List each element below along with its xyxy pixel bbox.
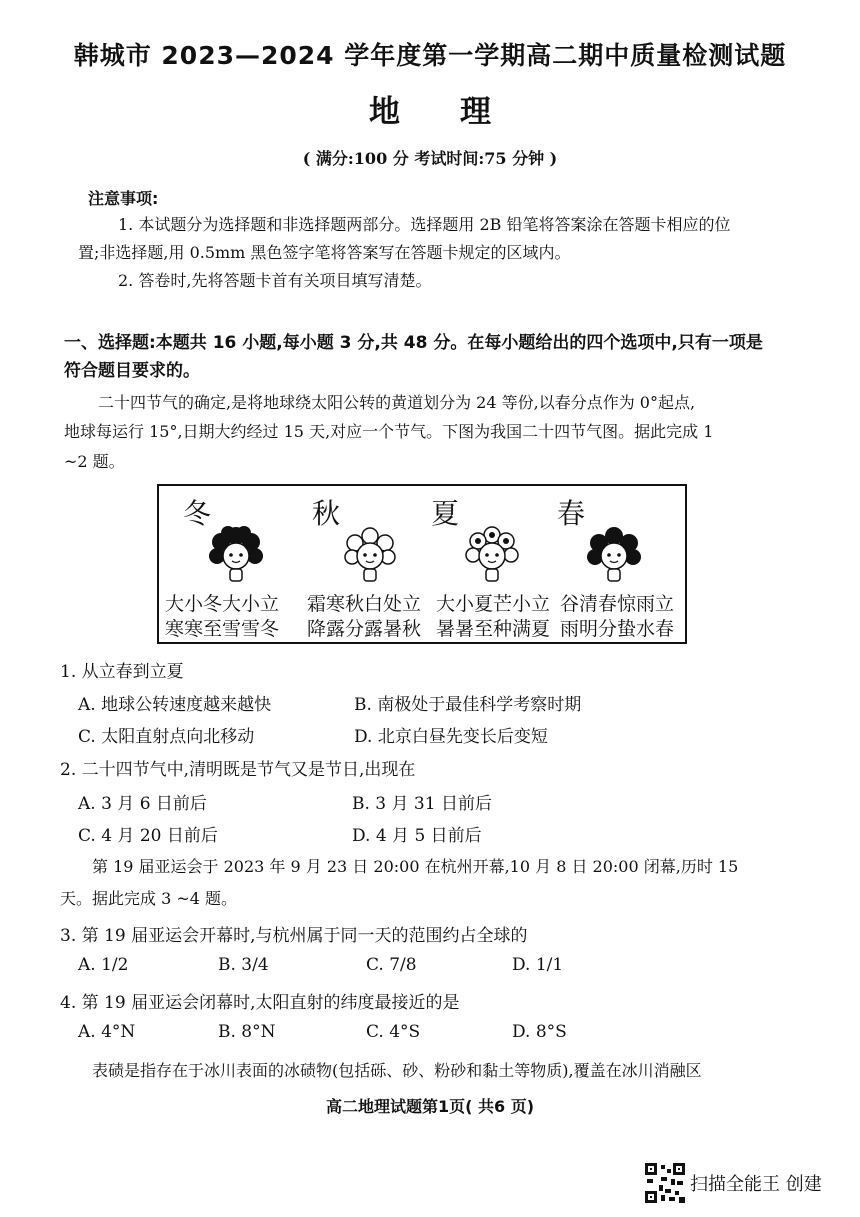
section-1-line-2: 符合题目要求的。	[64, 361, 200, 381]
question-1-option-b: B. 南极处于最佳科学考察时期	[354, 695, 582, 715]
qr-code-icon	[645, 1163, 685, 1203]
question-3-option-a: A. 1/2	[78, 955, 129, 975]
spring-terms-line-1: 谷清春惊雨立	[560, 593, 675, 615]
subject-title: 地理	[369, 94, 551, 130]
spring-terms	[560, 592, 674, 642]
scanner-watermark: 扫描全能王 创建	[690, 1174, 822, 1195]
passage-2-line-2: 天。据此完成 3 ~4 题。	[60, 889, 238, 908]
exam-meta: ( 满分:100 分 考试时间:75 分钟 )	[302, 149, 558, 168]
question-3-option-b: B. 3/4	[218, 955, 269, 975]
season-summer: 夏	[431, 497, 460, 530]
autumn-terms	[307, 592, 421, 642]
spring-terms-line-2: 雨明分蛰水春	[560, 618, 675, 640]
question-1-option-d: D. 北京白昼先变长后变短	[354, 727, 548, 747]
autumn-terms-line-1: 霜寒秋白处立	[307, 593, 422, 615]
season-autumn: 秋	[312, 497, 341, 530]
question-4-option-d: D. 8°S	[512, 1022, 567, 1042]
passage-1-line-3: ~2 题。	[64, 452, 125, 471]
notice-item-1-line-1: 1. 本试题分为选择题和非选择题两部分。选择题用 2B 铅笔将答案涂在答题卡相应的位	[118, 215, 731, 234]
passage-2-line-1: 第 19 届亚运会于 2023 年 9 月 23 日 20:00 在杭州开幕,10 月 8 日 20:00 闭幕,历时 15	[92, 857, 739, 876]
exam-title: 韩城市 2023—2024 学年度第一学期高二期中质量检测试题	[73, 41, 787, 70]
question-2-option-d: D. 4 月 5 日前后	[352, 826, 482, 846]
summer-terms-line-2: 暑暑至种满夏	[436, 618, 551, 640]
flower-mascot-icon	[461, 524, 523, 586]
question-1-option-c: C. 太阳直射点向北移动	[78, 727, 255, 747]
winter-terms-line-2: 寒寒至雪雪冬	[165, 618, 280, 640]
question-4-stem: 4. 第 19 届亚运会闭幕时,太阳直射的纬度最接近的是	[60, 993, 460, 1013]
question-1-stem: 1. 从立春到立夏	[60, 662, 184, 682]
summer-terms-line-1: 大小夏芒小立	[436, 593, 551, 615]
season-spring: 春	[557, 497, 586, 530]
question-2-option-a: A. 3 月 6 日前后	[78, 794, 207, 814]
question-4-option-a: A. 4°N	[78, 1022, 136, 1042]
question-4-option-c: C. 4°S	[366, 1022, 421, 1042]
flower-mascot-icon	[339, 524, 401, 586]
winter-terms-line-1: 大小冬大小立	[165, 593, 280, 615]
question-3-stem: 3. 第 19 届亚运会开幕时,与杭州属于同一天的范围约占全球的	[60, 926, 528, 946]
passage-3-line-1: 表碛是指存在于冰川表面的冰碛物(包括砾、砂、粉砂和黏土等物质),覆盖在冰川消融区	[92, 1061, 702, 1080]
summer-terms	[436, 592, 550, 642]
passage-1-line-2: 地球每运行 15°,日期大约经过 15 天,对应一个节气。下图为我国二十四节气图。据此完成 1	[64, 422, 714, 441]
passage-1-line-1: 二十四节气的确定,是将地球绕太阳公转的黄道划分为 24 等份,以春分点作为 0°起点,	[98, 393, 696, 412]
flower-mascot-icon	[205, 524, 267, 586]
question-2-option-c: C. 4 月 20 日前后	[78, 826, 218, 846]
question-3-option-c: C. 7/8	[366, 955, 417, 975]
section-1-line-1: 一、选择题:本题共 16 小题,每小题 3 分,共 48 分。在每小题给出的四个选项中,只有一项是	[64, 333, 763, 353]
solar-terms-figure	[157, 484, 687, 644]
question-1-option-a: A. 地球公转速度越来越快	[78, 695, 272, 715]
winter-terms	[165, 592, 279, 642]
page-footer: 高二地理试题第1页( 共6 页)	[325, 1097, 535, 1116]
autumn-terms-line-2: 降露分露暑秋	[307, 618, 422, 640]
notice-item-2: 2. 答卷时,先将答题卡首有关项目填写清楚。	[118, 271, 432, 290]
notice-heading: 注意事项:	[88, 189, 159, 208]
question-2-option-b: B. 3 月 31 日前后	[352, 794, 492, 814]
notice-item-1-line-2: 置;非选择题,用 0.5mm 黑色签字笔将答案写在答题卡规定的区域内。	[78, 243, 571, 262]
season-winter: 冬	[183, 497, 212, 530]
question-3-option-d: D. 1/1	[512, 955, 564, 975]
flower-mascot-icon	[583, 524, 645, 586]
question-4-option-b: B. 8°N	[218, 1022, 276, 1042]
question-2-stem: 2. 二十四节气中,清明既是节气又是节日,出现在	[60, 760, 416, 780]
